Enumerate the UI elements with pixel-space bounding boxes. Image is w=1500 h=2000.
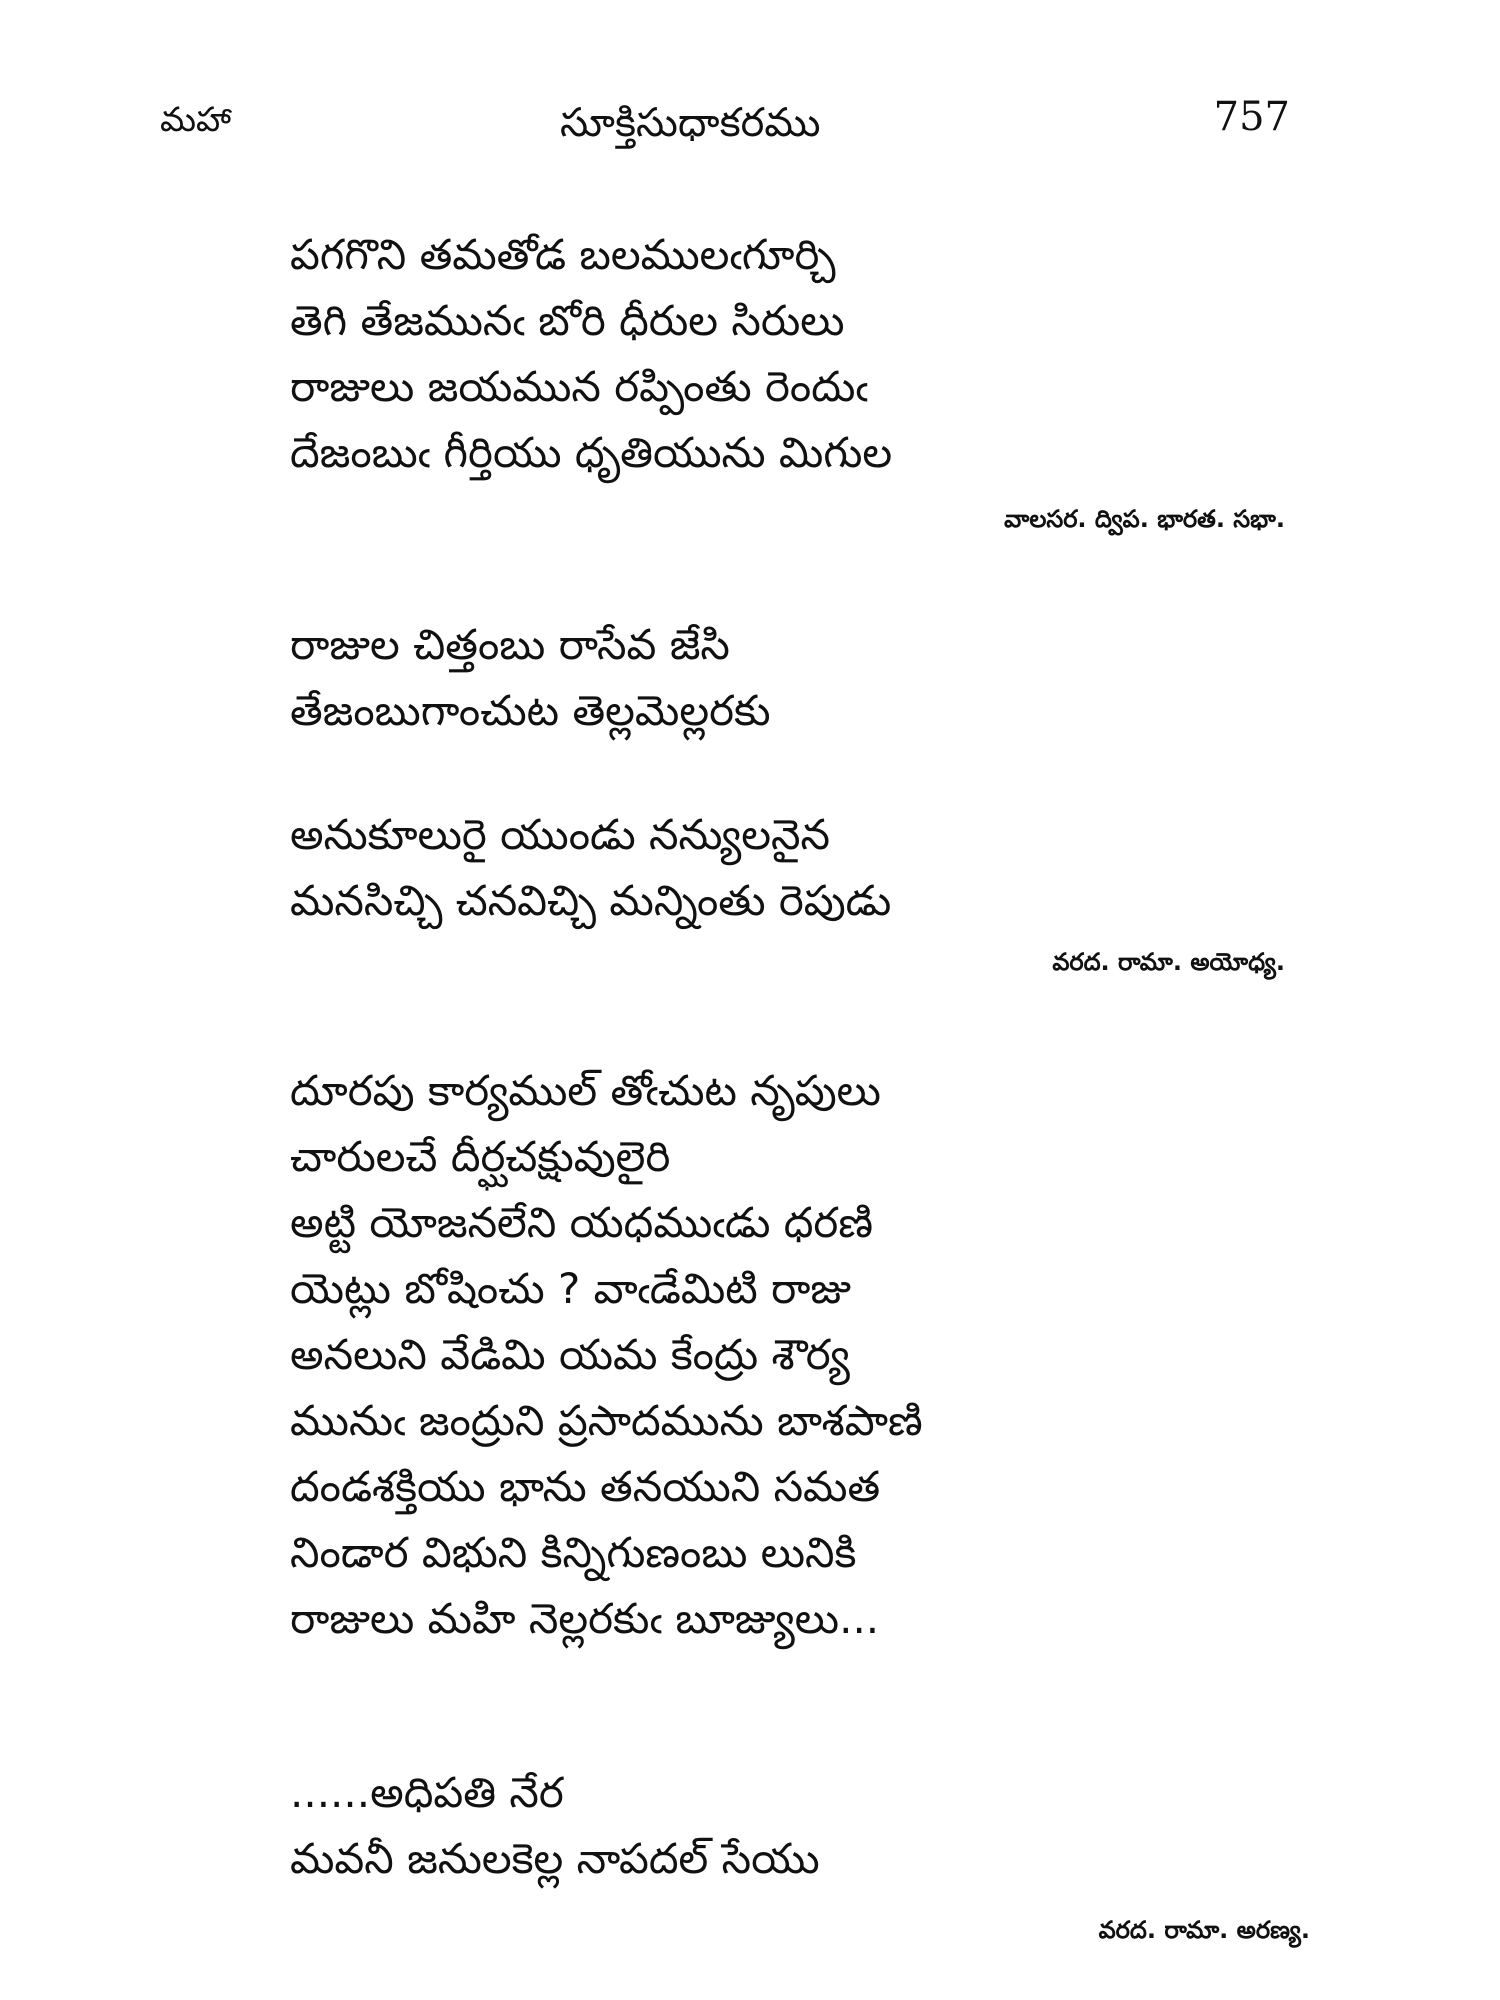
verse-line: రాజులు మహి నెల్లరకుఁ బూజ్యులు...	[290, 1594, 880, 1643]
verse-line: రాజులు జయమున రప్పింతు రెందుఁ	[290, 362, 868, 411]
stanza-3	[290, 802, 891, 934]
section-label: మహా	[160, 100, 232, 140]
page-number: 757	[1213, 94, 1290, 140]
verse-line: అట్టి యోజనలేని యధముఁడు ధరణి	[290, 1198, 874, 1247]
stanza-2	[290, 612, 770, 744]
stanza-4	[290, 1058, 923, 1652]
page-title: సూక్తిసుధాకరము	[560, 100, 821, 146]
stanza-1	[290, 222, 892, 486]
verse-line: చారులచే దీర్ఘచక్షువులైరి	[290, 1132, 671, 1181]
verse-line: దూరపు కార్యముల్ తోఁచుట నృపులు	[290, 1066, 881, 1115]
verse-line: మనసిచ్చి చనవిచ్చి మన్నింతు రెపుడు	[290, 876, 892, 925]
verse-line: దండశక్తియు భాను తనయుని సమత	[290, 1462, 881, 1511]
verse-line: మవనీ జనులకెల్ల నాపదల్ సేయు	[290, 1834, 820, 1883]
verse-line: అనుకూలురై యుండు నన్యులనైన	[290, 810, 830, 859]
citation: వరద. రామా. అరణ్య.	[1098, 1916, 1310, 1944]
verse-line: రాజుల చిత్తంబు రాసేవ జేసి	[290, 620, 730, 669]
stanza-5	[290, 1760, 820, 1892]
verse-line: ......అధిపతి నేర	[290, 1768, 564, 1817]
verse-line: నిండార విభుని కిన్నిగుణంబు లునికి	[290, 1528, 857, 1577]
verse-line: అనలుని వేడిమి యమ కేంద్రు శౌర్య	[290, 1330, 850, 1379]
verse-line: మునుఁ జంద్రుని ప్రసాదమును బాశపాణి	[290, 1396, 923, 1445]
citation: వాలసర. ద్విప. భారత. సభా.	[1004, 505, 1285, 533]
verse-line: తేజంబుగాంచుట తెల్లమెల్లరకు	[290, 686, 771, 735]
verse-line: దేజంబుఁ గీర్తియు ధృతియును మిగుల	[290, 428, 893, 477]
verse-line: తెగి తేజమునఁ బోరి ధీరుల సిరులు	[290, 296, 845, 345]
page-header	[160, 94, 1290, 160]
verse-line: పగగొని తమతోడ బలములఁగూర్చి	[290, 230, 836, 279]
citation: వరద. రామా. అయోధ్య.	[1052, 948, 1285, 976]
verse-line: యెట్లు బోషించు ? వాఁడేమిటి రాజు	[290, 1264, 852, 1313]
